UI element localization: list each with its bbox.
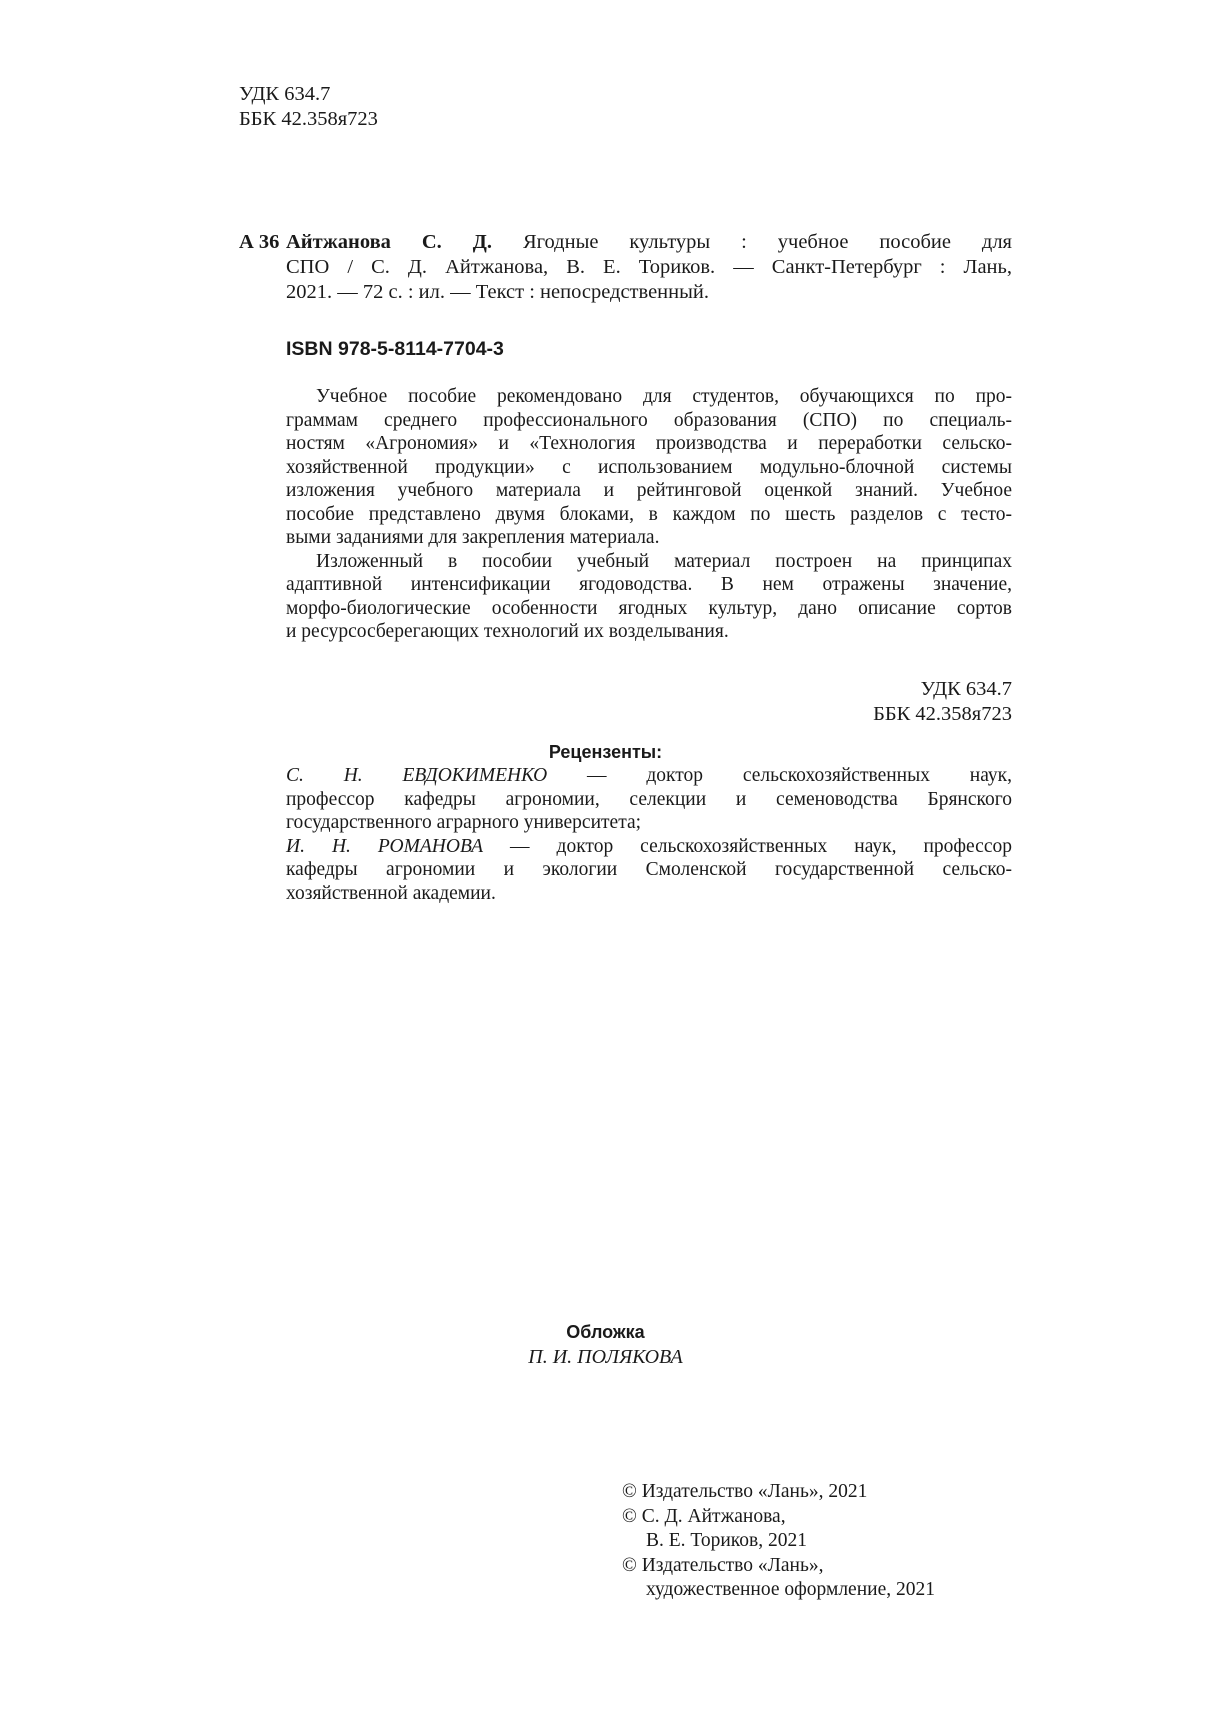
reviewer-2-title: — доктор сельскохозяйственных наук, профессор [483, 835, 1012, 857]
classification-codes-bottom [873, 677, 1012, 727]
reviewers-list [286, 764, 1012, 905]
entry-line-2: СПО / С. Д. Айтжанова, В. Е. Ториков. — Санкт-Петербург : Лань, [286, 256, 1012, 278]
reviewer-1-name: С. Н. ЕВДОКИМЕНКО [286, 765, 548, 786]
reviewer-2-line-3: хозяйственной академии. [286, 882, 496, 904]
copyright-line: © Издательство «Лань», [622, 1554, 824, 1576]
reviewer-1-line-1 [286, 764, 1012, 788]
reviewers-heading: Рецензенты: [548, 742, 663, 762]
annotation-line: пособие представлено двумя блоками, в каждом по шесть разделов с тесто- [286, 503, 1012, 525]
copyright-line: В. Е. Ториков, 2021 [646, 1530, 807, 1551]
reviewer-1-title: — доктор сельскохозяйственных наук, [547, 765, 1012, 786]
entry-line-3: 2021. — 72 с. : ил. — Текст : непосредственный. [286, 281, 709, 303]
annotation [286, 385, 1012, 644]
bbk-code: ББК 42.358я723 [873, 703, 1012, 725]
copyright-line: © С. Д. Айтжанова, [622, 1505, 786, 1527]
annotation-line: адаптивной интенсификации ягодоводства. В нем отражены значение, [286, 574, 1012, 595]
isbn: ISBN 978-5-8114-7704-3 [286, 338, 504, 360]
reviewer-2-line-1 [286, 835, 1012, 859]
cover-designer: П. И. ПОЛЯКОВА [528, 1346, 683, 1368]
entry-author: Айтжанова С. Д. [286, 231, 492, 253]
annotation-line: выми заданиями для закрепления материала. [286, 527, 660, 548]
annotation-line: хозяйственной продукции» с использованием модульно-блочной системы [286, 456, 1012, 478]
annotation-line: Изложенный в пособии учебный материал построен на принципах [316, 550, 1012, 572]
copyright-line: художественное оформление, 2021 [646, 1579, 935, 1600]
udk-code: УДК 634.7 [239, 83, 331, 105]
reviewer-2-line-2: кафедры агрономии и экологии Смоленской государственной сельско- [286, 859, 1012, 880]
entry-line-1 [286, 230, 1012, 255]
cover-heading: Обложка [566, 1322, 645, 1342]
annotation-line: ностям «Агрономия» и «Технология производства и переработки сельско- [286, 433, 1012, 454]
bibliographic-entry [286, 230, 1012, 305]
bbk-code: ББК 42.358я723 [239, 108, 378, 130]
author-mark: А 36 [239, 231, 280, 253]
udk-code: УДК 634.7 [920, 678, 1012, 700]
reviewer-1-line-2: профессор кафедры агрономии, селекции и семеноводства Брянского [286, 788, 1012, 810]
classification-codes-top [239, 82, 378, 132]
annotation-line: и ресурсосберегающих технологий их возделывания. [286, 621, 729, 642]
reviewer-2-name: И. Н. РОМАНОВА [286, 835, 484, 857]
entry-title: Ягодные культуры : учебное пособие для [522, 231, 1012, 253]
copyright-block [622, 1480, 935, 1603]
annotation-line: граммам среднего профессионального образования (СПО) по специаль- [286, 409, 1012, 431]
annotation-line: изложения учебного материала и рейтинговой оценкой знаний. Учебное [286, 480, 1012, 501]
copyright-line: © Издательство «Лань», 2021 [622, 1481, 868, 1502]
annotation-line: морфо-биологические особенности ягодных культур, дано описание сортов [286, 597, 1012, 619]
reviewer-1-line-3: государственного аграрного университета; [286, 812, 642, 833]
annotation-line: Учебное пособие рекомендовано для студентов, обучающихся по про- [316, 386, 1012, 407]
